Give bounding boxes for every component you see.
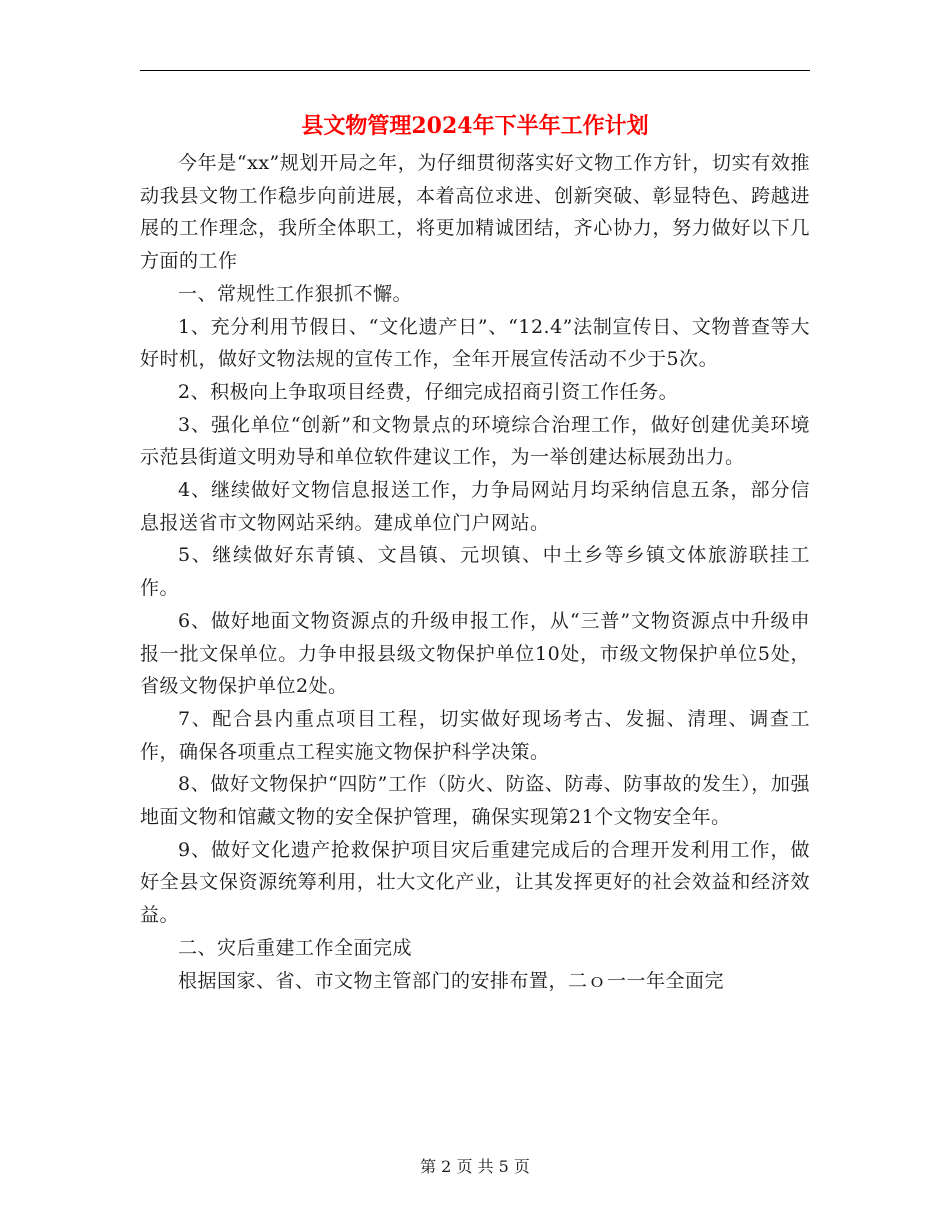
document-body [140,147,810,997]
list-item-9: 9、做好文化遗产抢救保护项目灾后重建完成后的合理开发利用工作，做好全县文保资源统筹利用，壮大文化产业，让其发挥更好的社会效益和经济效益。 [140,838,810,927]
section-heading-1: 一、常规性工作狠抓不懈。 [178,282,413,305]
header-rule [140,70,810,71]
list-item-5: 5、继续做好东青镇、文昌镇、元坝镇、中土乡等乡镇文体旅游联挂工作。 [140,544,810,600]
paragraph-continued: 根据国家、省、市文物主管部门的安排布置，二ｏ一一年全面完 [178,969,725,992]
page-number: 第 2 页 共 5 页 [420,1157,530,1176]
list-item-3: 3、强化单位“创新”和文物景点的环境综合治理工作，做好创建优美环境示范县街道文明劝导和单位软件建议工作，为一举创建达标展劲出力。 [140,413,810,469]
document-title: 县文物管理2024年下半年工作计划 [301,113,649,139]
list-item-8: 8、做好文物保护“四防”工作（防火、防盗、防毒、防事故的发生），加强地面文物和馆藏文物的安全保护管理，确保实现第21个文物安全年。 [140,773,810,829]
list-item-4: 4、继续做好文物信息报送工作，力争局网站月均采纳信息五条，部分信息报送省市文物网站采纳。建成单位门户网站。 [140,479,810,534]
list-item-6: 6、做好地面文物资源点的升级申报工作，从“三普”文物资源点中升级申报一批文保单位。力争申报县级文物保护单位10处，市级文物保护单位5处，省级文物保护单位2处。 [140,609,810,698]
list-item-2: 2、积极向上争取项目经费，仔细完成招商引资工作任务。 [178,380,679,403]
paragraph-intro: 今年是“xx”规划开局之年，为仔细贯彻落实好文物工作方针，切实有效推动我县文物工作稳步向前进展，本着高位求进、创新突破、彰显特色、跨越进展的工作理念，我所全体职工，将更加精诚团结，齐心协力，努力做好以下几方面的工作 [140,152,810,273]
list-item-1: 1、充分利用节假日、“文化遗产日”、“12.4”法制宣传日、文物普查等大好时机，做好文物法规的宣传工作，全年开展宣传活动不少于5次。 [140,315,810,371]
list-item-7: 7、配合县内重点项目工程，切实做好现场考古、发掘、清理、调查工作，确保各项重点工程实施文物保护科学决策。 [140,707,810,763]
section-heading-2: 二、灾后重建工作全面完成 [178,936,413,959]
